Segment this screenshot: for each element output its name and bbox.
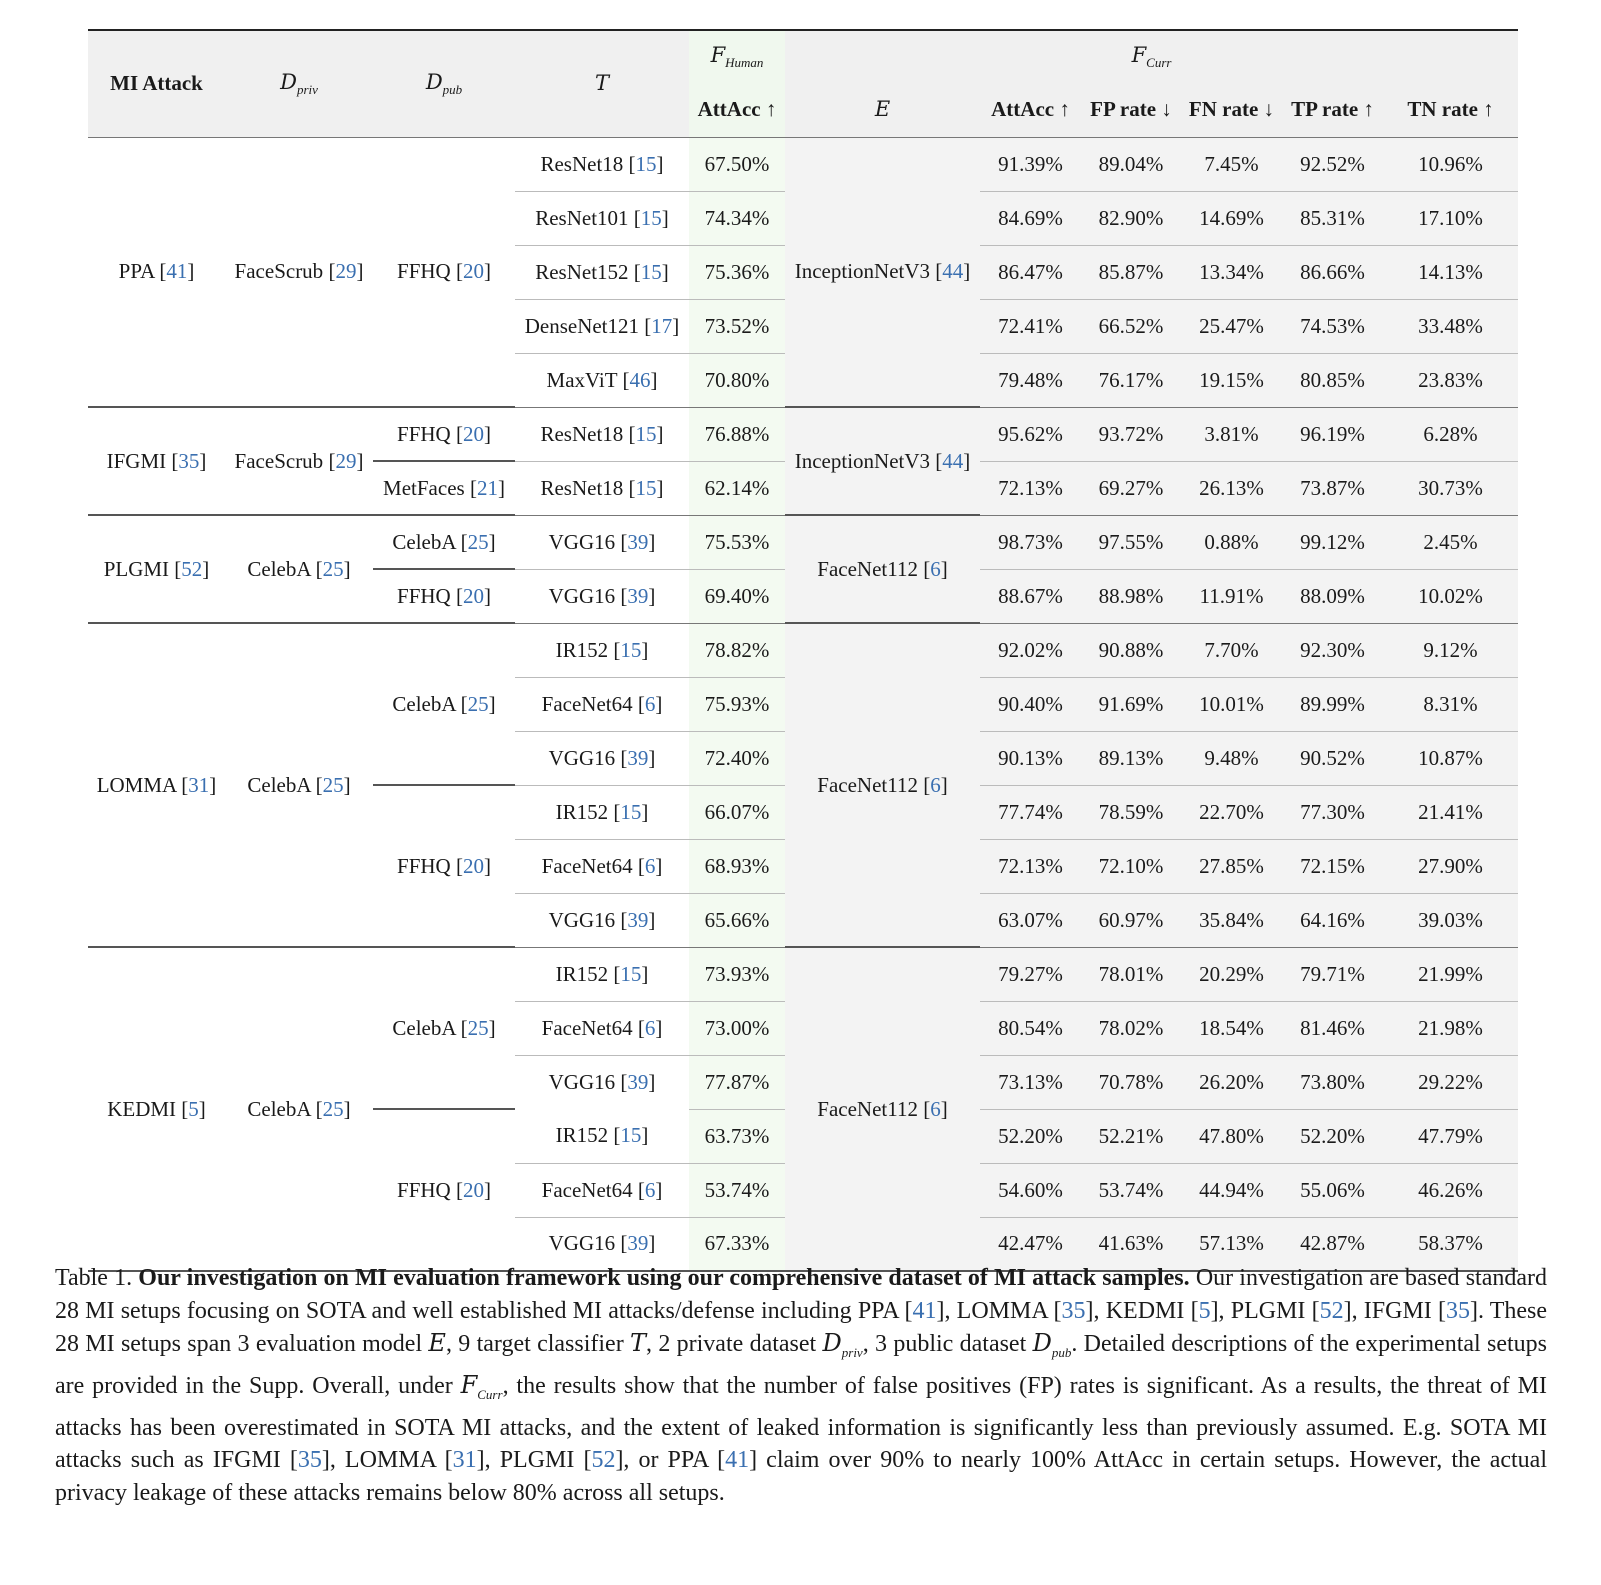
table-row [88, 407, 1518, 461]
citation-link[interactable]: 25 [322, 556, 344, 581]
cell-fp-rate: 78.59% [1081, 785, 1181, 839]
cell-target-classifier: IR152 [15] [515, 947, 689, 1001]
col-attacc-human: AttAcc ↑ [689, 83, 785, 137]
citation-link[interactable]: 6 [930, 1096, 941, 1121]
citation-link[interactable]: 6 [930, 556, 941, 581]
cell-fn-rate: 18.54% [1181, 1001, 1282, 1055]
cell-attacc-human: 73.00% [689, 1001, 785, 1055]
citation-link[interactable]: 6 [930, 772, 941, 797]
citation-link[interactable]: 31 [188, 772, 210, 797]
cell-tp-rate: 81.46% [1282, 1001, 1383, 1055]
citation-link[interactable]: 20 [462, 421, 484, 446]
cell-fn-rate: 57.13% [1181, 1217, 1282, 1271]
cell-fp-rate: 85.87% [1081, 245, 1181, 299]
cell-fn-rate: 11.91% [1181, 569, 1282, 623]
cell-target-classifier: IR152 [15] [555, 1123, 649, 1148]
cell-attacc-human: 70.80% [689, 353, 785, 407]
cell-fn-rate: 13.34% [1181, 245, 1282, 299]
cell-fp-rate: 97.55% [1081, 515, 1181, 569]
cell-d-priv: CelebA [25] [225, 623, 373, 947]
cell-attacc: 92.02% [980, 623, 1081, 677]
table-row [88, 137, 1518, 191]
cell-eval-model: FaceNet112 [6] [785, 947, 980, 1271]
cell-target-classifier: VGG16 [39] [515, 569, 689, 623]
cell-tp-rate: 96.19% [1282, 407, 1383, 461]
cell-fn-rate: 35.84% [1181, 893, 1282, 947]
citation-link[interactable]: 41 [166, 259, 188, 284]
cell-fn-rate: 26.13% [1181, 461, 1282, 515]
cell-fp-rate: 72.10% [1081, 839, 1181, 893]
citation-link[interactable]: 25 [322, 772, 344, 797]
cell-attacc-human: 65.66% [689, 893, 785, 947]
cell-attacc-human: 73.93% [689, 947, 785, 1001]
cell-mi-attack: PLGMI [52] [88, 515, 225, 623]
citation-link[interactable]: 15 [635, 475, 657, 500]
citation-link[interactable]: 41 [725, 1447, 750, 1474]
cell-attacc-human: 63.73% [689, 1109, 785, 1163]
cell-attacc-human: 77.87% [689, 1055, 785, 1109]
cell-attacc: 73.13% [980, 1055, 1081, 1109]
cell-attacc-human: 73.52% [689, 299, 785, 353]
cell-target-classifier: FaceNet64 [6] [515, 1001, 689, 1055]
cell-d-pub: MetFaces [21] [373, 461, 515, 515]
cell-mi-attack: KEDMI [5] [88, 947, 225, 1271]
cell-attacc-human: 75.53% [689, 515, 785, 569]
cell-fp-rate: 53.74% [1081, 1163, 1181, 1217]
cell-attacc-human: 72.40% [689, 731, 785, 785]
cell-tn-rate: 6.28% [1383, 407, 1518, 461]
citation-link[interactable]: 25 [467, 691, 489, 716]
citation-link[interactable]: 44 [942, 448, 964, 473]
cell-eval-model: FaceNet112 [6] [785, 515, 980, 623]
cell-target-classifier: FaceNet64 [6] [515, 677, 689, 731]
cell-attacc: 90.40% [980, 677, 1081, 731]
cell-target-classifier: VGG16 [39] [515, 515, 689, 569]
cell-attacc: 84.69% [980, 191, 1081, 245]
citation-link[interactable]: 35 [1445, 1297, 1470, 1324]
cell-mi-attack: PPA [41] [88, 137, 225, 407]
cell-tn-rate: 8.31% [1383, 677, 1518, 731]
cell-target-classifier: ResNet18 [15] [515, 407, 689, 461]
col-f-human: $F_{Human}$ [689, 30, 785, 83]
cell-attacc: 77.74% [980, 785, 1081, 839]
cell-d-pub: FFHQ [20] [373, 785, 515, 947]
cell-d-pub: FFHQ [20] [373, 1109, 515, 1271]
header-row-1 [88, 30, 1518, 83]
cell-target-classifier: ResNet18 [15] [515, 461, 689, 515]
citation-link[interactable]: 39 [627, 583, 649, 608]
cell-attacc-human: 74.34% [689, 191, 785, 245]
cell-tn-rate: 46.26% [1383, 1163, 1518, 1217]
cell-attacc-human: 78.82% [689, 623, 785, 677]
cell-tn-rate: 10.96% [1383, 137, 1518, 191]
cell-fn-rate: 14.69% [1181, 191, 1282, 245]
cell-fn-rate: 44.94% [1181, 1163, 1282, 1217]
cell-tn-rate: 21.41% [1383, 785, 1518, 839]
citation-link[interactable]: 29 [335, 259, 357, 284]
citation-link[interactable]: 6 [644, 1015, 656, 1040]
cell-tn-rate: 17.10% [1383, 191, 1518, 245]
citation-link[interactable]: 15 [635, 421, 657, 446]
cell-fn-rate: 25.47% [1181, 299, 1282, 353]
cell-fn-rate: 7.70% [1181, 623, 1282, 677]
citation-link[interactable]: 15 [620, 637, 642, 662]
cell-tn-rate: 21.98% [1383, 1001, 1518, 1055]
cell-attacc-human: 69.40% [689, 569, 785, 623]
citation-link[interactable]: 41 [912, 1297, 937, 1324]
citation-link[interactable]: 39 [627, 1231, 649, 1256]
cell-attacc-human: 76.88% [689, 407, 785, 461]
cell-mi-attack: IFGMI [35] [88, 407, 225, 515]
col-fn-rate: FN rate ↓ [1181, 83, 1282, 137]
cell-tp-rate: 52.20% [1282, 1109, 1383, 1163]
cell-tp-rate: 88.09% [1282, 569, 1383, 623]
citation-link[interactable]: 25 [467, 529, 489, 554]
cell-fn-rate: 0.88% [1181, 515, 1282, 569]
col-fp-rate: FP rate ↓ [1081, 83, 1181, 137]
cell-tp-rate: 92.30% [1282, 623, 1383, 677]
cell-target-classifier: VGG16 [39] [515, 1055, 689, 1109]
citation-link[interactable]: 6 [644, 1177, 656, 1202]
cell-tp-rate: 89.99% [1282, 677, 1383, 731]
cell-tp-rate: 72.15% [1282, 839, 1383, 893]
cell-attacc: 54.60% [980, 1163, 1081, 1217]
cell-target-classifier: FaceNet64 [6] [515, 1163, 689, 1217]
citation-link[interactable]: 20 [462, 583, 484, 608]
cell-attacc-human: 67.50% [689, 137, 785, 191]
cell-tn-rate: 39.03% [1383, 893, 1518, 947]
cell-eval-model: InceptionNetV3 [44] [785, 137, 980, 407]
cell-tn-rate: 58.37% [1383, 1217, 1518, 1271]
cell-attacc: 90.13% [980, 731, 1081, 785]
cell-attacc: 86.47% [980, 245, 1081, 299]
cell-attacc: 63.07% [980, 893, 1081, 947]
cell-tn-rate: 27.90% [1383, 839, 1518, 893]
citation-link[interactable]: 35 [1061, 1297, 1086, 1324]
cell-tp-rate: 79.71% [1282, 947, 1383, 1001]
cell-fp-rate: 93.72% [1081, 407, 1181, 461]
cell-fp-rate: 41.63% [1081, 1217, 1181, 1271]
cell-attacc-human: 67.33% [689, 1217, 785, 1271]
caption-bold-title: Our investigation on MI evaluation framework using our comprehensive dataset of MI attack samples. [138, 1265, 1190, 1291]
cell-fp-rate: 90.88% [1081, 623, 1181, 677]
citation-link[interactable]: 52 [1319, 1297, 1344, 1324]
citation-link[interactable]: 44 [942, 259, 964, 284]
cell-tp-rate: 77.30% [1282, 785, 1383, 839]
citation-link[interactable]: 15 [620, 961, 642, 986]
table-row [88, 623, 1518, 677]
cell-tp-rate: 74.53% [1282, 299, 1383, 353]
col-d-pub: $D_{pub}$ [373, 30, 515, 137]
cell-attacc: 98.73% [980, 515, 1081, 569]
table-row [88, 947, 1518, 1001]
citation-link[interactable]: 6 [644, 853, 656, 878]
citation-link[interactable]: 20 [462, 853, 484, 878]
cell-fp-rate: 78.02% [1081, 1001, 1181, 1055]
cell-attacc-human: 62.14% [689, 461, 785, 515]
cell-attacc: 79.48% [980, 353, 1081, 407]
cell-target-classifier: ResNet18 [15] [515, 137, 689, 191]
cell-tp-rate: 85.31% [1282, 191, 1383, 245]
cell-target-classifier: ResNet101 [15] [515, 191, 689, 245]
cell-eval-model: FaceNet112 [6] [785, 623, 980, 947]
citation-link[interactable]: 39 [627, 907, 649, 932]
cell-fn-rate: 47.80% [1181, 1109, 1282, 1163]
citation-link[interactable]: 29 [335, 448, 357, 473]
cell-tn-rate: 29.22% [1383, 1055, 1518, 1109]
cell-attacc: 52.20% [980, 1109, 1081, 1163]
col-target: T [515, 30, 689, 137]
citation-link[interactable]: 20 [462, 1177, 484, 1202]
cell-attacc: 88.67% [980, 569, 1081, 623]
cell-attacc: 72.41% [980, 299, 1081, 353]
cell-tn-rate: 47.79% [1383, 1109, 1518, 1163]
cell-d-pub: FFHQ [20] [373, 137, 515, 407]
cell-fp-rate: 76.17% [1081, 353, 1181, 407]
cell-fp-rate: 69.27% [1081, 461, 1181, 515]
cell-target-classifier: IR152 [15] [515, 785, 689, 839]
cell-d-pub: FFHQ [20] [373, 407, 515, 461]
cell-d-pub: CelebA [25] [373, 515, 515, 569]
citation-link[interactable]: 17 [651, 313, 673, 338]
cell-attacc-human: 68.93% [689, 839, 785, 893]
caption-label: Table 1. [55, 1265, 139, 1291]
cell-tp-rate: 92.52% [1282, 137, 1383, 191]
cell-tn-rate: 14.13% [1383, 245, 1518, 299]
table-caption: Table 1. Our investigation on MI evaluation framework using our comprehensive dataset of MI attack samples. Our investigation are based standard 28 MI setups focusing on SOTA and well established MI attacks/defense including PPA [41], LOMMA [35], KEDMI [5], PLGMI [52], IFGMI [35]. These 28 MI setups span 3 evaluation model E, 9 target classifier T, 2 private dataset $D_{priv}$, 3 public dataset $D_{pub}$. Detailed descriptions of the experimental setups are provided in the Supp. Overall, under $F_{Curr}$, the results show that the number of false positives (FP) rates is significant. As a results, the threat of MI attacks has been overestimated in SOTA MI attacks, and the extent of leaked information is significantly less than previously assumed. E.g. SOTA MI attacks such as IFGMI [35], LOMMA [31], PLGMI [52], or PPA [41] claim over 90% to nearly 100% AttAcc in certain setups. However, the actual privacy leakage of these attacks remains below 80% across all setups. [55, 1265, 1548, 1506]
citation-link[interactable]: 15 [635, 151, 657, 176]
cell-tn-rate: 33.48% [1383, 299, 1518, 353]
cell-attacc: 80.54% [980, 1001, 1081, 1055]
cell-fn-rate: 27.85% [1181, 839, 1282, 893]
cell-fn-rate: 7.45% [1181, 137, 1282, 191]
cell-fn-rate: 22.70% [1181, 785, 1282, 839]
cell-tp-rate: 90.52% [1282, 731, 1383, 785]
citation-link[interactable]: 15 [640, 205, 662, 230]
cell-fn-rate: 26.20% [1181, 1055, 1282, 1109]
citation-link[interactable]: 21 [476, 475, 498, 500]
cell-fp-rate: 66.52% [1081, 299, 1181, 353]
cell-target-classifier: IR152 [15] [515, 623, 689, 677]
cell-tn-rate: 10.87% [1383, 731, 1518, 785]
citation-link[interactable]: 5 [1198, 1297, 1211, 1324]
cell-target-classifier: VGG16 [39] [515, 1217, 689, 1271]
cell-eval-model: InceptionNetV3 [44] [785, 407, 980, 515]
cell-fn-rate: 9.48% [1181, 731, 1282, 785]
cell-tp-rate: 55.06% [1282, 1163, 1383, 1217]
cell-target-classifier: MaxViT [46] [515, 353, 689, 407]
cell-tp-rate: 73.87% [1282, 461, 1383, 515]
cell-fp-rate: 52.21% [1081, 1109, 1181, 1163]
col-f-curr: $F_{Curr}$ [785, 30, 1518, 83]
cell-attacc-human: 66.07% [689, 785, 785, 839]
citation-link[interactable]: 25 [322, 1096, 344, 1121]
cell-target-classifier: DenseNet121 [17] [515, 299, 689, 353]
cell-attacc: 42.47% [980, 1217, 1081, 1271]
citation-link[interactable]: 35 [297, 1447, 322, 1474]
table-body [88, 137, 1518, 1271]
cell-fp-rate: 91.69% [1081, 677, 1181, 731]
cell-tn-rate: 23.83% [1383, 353, 1518, 407]
cell-d-pub: CelebA [25] [373, 947, 515, 1109]
cell-fp-rate: 89.04% [1081, 137, 1181, 191]
col-eval-model: E [785, 83, 980, 137]
cell-fn-rate: 10.01% [1181, 677, 1282, 731]
cell-d-priv: FaceScrub [29] [225, 407, 373, 515]
citation-link[interactable]: 52 [591, 1447, 616, 1474]
cell-tn-rate: 30.73% [1383, 461, 1518, 515]
table-row [88, 515, 1518, 569]
citation-link[interactable]: 35 [178, 448, 200, 473]
cell-tp-rate: 86.66% [1282, 245, 1383, 299]
cell-tn-rate: 9.12% [1383, 623, 1518, 677]
cell-fp-rate: 70.78% [1081, 1055, 1181, 1109]
cell-tn-rate: 2.45% [1383, 515, 1518, 569]
cell-d-pub: FFHQ [20] [373, 569, 515, 623]
results-table-wrapper [88, 29, 1518, 1272]
citation-link[interactable]: 15 [620, 1123, 642, 1148]
cell-target-classifier: VGG16 [39] [515, 893, 689, 947]
cell-attacc: 72.13% [980, 839, 1081, 893]
col-attacc: AttAcc ↑ [980, 83, 1081, 137]
citation-link[interactable]: 39 [627, 1069, 649, 1094]
cell-fn-rate: 19.15% [1181, 353, 1282, 407]
citation-link[interactable]: 15 [620, 799, 642, 824]
cell-fp-rate: 60.97% [1081, 893, 1181, 947]
cell-tp-rate: 64.16% [1282, 893, 1383, 947]
cell-attacc: 91.39% [980, 137, 1081, 191]
cell-attacc: 72.13% [980, 461, 1081, 515]
col-mi-attack: MI Attack [88, 30, 225, 137]
citation-link[interactable]: 15 [640, 259, 662, 284]
cell-fp-rate: 89.13% [1081, 731, 1181, 785]
cell-target-classifier: ResNet152 [15] [515, 245, 689, 299]
cell-tp-rate: 42.87% [1282, 1217, 1383, 1271]
citation-link[interactable]: 6 [644, 691, 656, 716]
cell-mi-attack: LOMMA [31] [88, 623, 225, 947]
cell-d-pub: CelebA [25] [373, 623, 515, 785]
cell-attacc-human: 53.74% [689, 1163, 785, 1217]
citation-link[interactable]: 5 [188, 1096, 199, 1121]
cell-target-classifier: VGG16 [39] [515, 731, 689, 785]
citation-link[interactable]: 20 [462, 259, 484, 284]
cell-fn-rate: 20.29% [1181, 947, 1282, 1001]
citation-link[interactable]: 25 [467, 1015, 489, 1040]
cell-attacc-human: 75.36% [689, 245, 785, 299]
cell-fp-rate: 88.98% [1081, 569, 1181, 623]
cell-tp-rate: 73.80% [1282, 1055, 1383, 1109]
cell-d-priv: CelebA [25] [225, 515, 373, 623]
cell-tp-rate: 80.85% [1282, 353, 1383, 407]
cell-fn-rate: 3.81% [1181, 407, 1282, 461]
cell-d-priv: CelebA [25] [225, 947, 373, 1271]
results-table [88, 29, 1518, 1272]
cell-attacc-human: 75.93% [689, 677, 785, 731]
cell-tn-rate: 10.02% [1383, 569, 1518, 623]
citation-link[interactable]: 52 [181, 556, 203, 581]
col-tp-rate: TP rate ↑ [1282, 83, 1383, 137]
citation-link[interactable]: 39 [627, 745, 649, 770]
cell-fp-rate: 78.01% [1081, 947, 1181, 1001]
citation-link[interactable]: 46 [629, 367, 651, 392]
cell-attacc: 95.62% [980, 407, 1081, 461]
citation-link[interactable]: 39 [627, 529, 649, 554]
cell-target-classifier: FaceNet64 [6] [515, 839, 689, 893]
cell-attacc: 79.27% [980, 947, 1081, 1001]
cell-tp-rate: 99.12% [1282, 515, 1383, 569]
cell-fp-rate: 82.90% [1081, 191, 1181, 245]
col-d-priv: $D_{priv}$ [225, 30, 373, 137]
col-tn-rate: TN rate ↑ [1383, 83, 1518, 137]
citation-link[interactable]: 31 [452, 1447, 477, 1474]
cell-tn-rate: 21.99% [1383, 947, 1518, 1001]
cell-d-priv: FaceScrub [29] [225, 137, 373, 407]
